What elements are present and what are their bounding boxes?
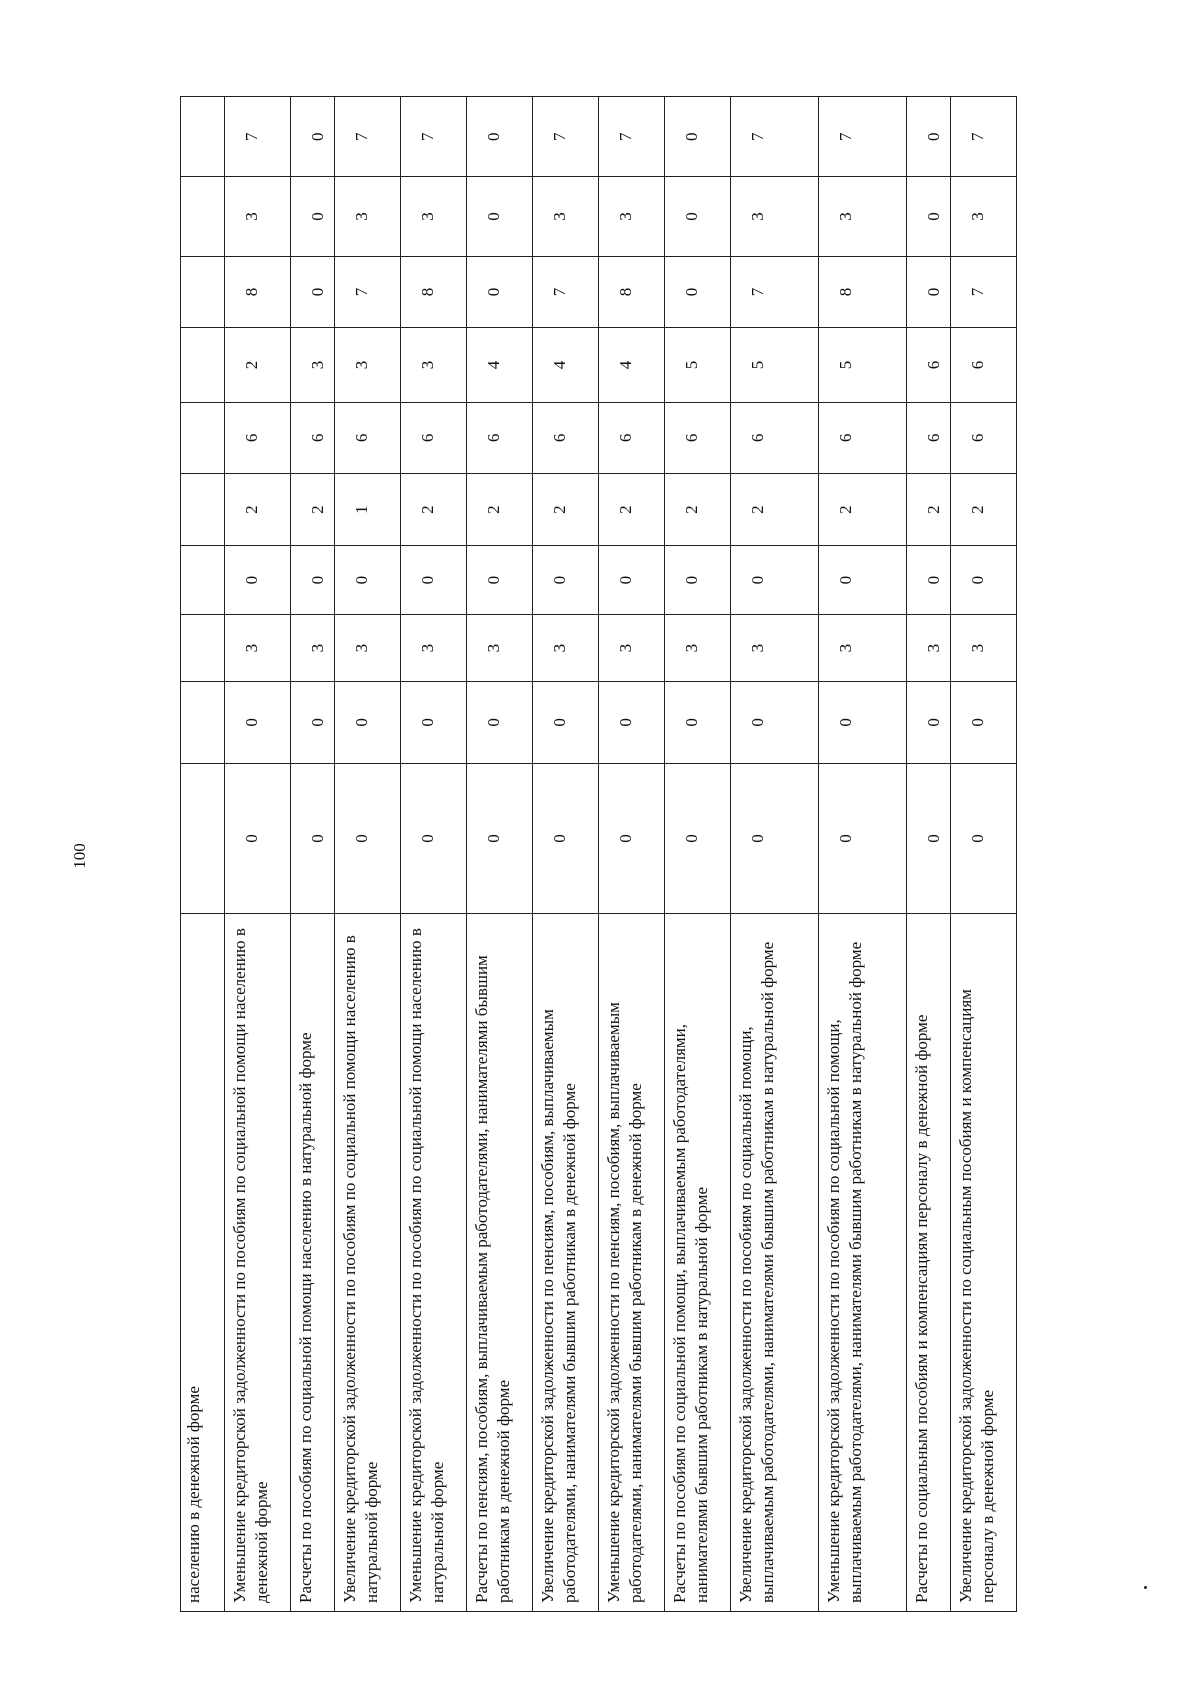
code-digit-cell: 0 xyxy=(533,682,599,764)
code-digit-cell: 0 xyxy=(291,97,335,177)
code-digit-cell: 8 xyxy=(225,256,291,328)
code-digit-cell: 2 xyxy=(401,474,467,546)
code-digit-cell: 0 xyxy=(731,545,819,614)
code-digit-cell: 2 xyxy=(467,474,533,546)
code-digit-cell: 0 xyxy=(907,177,951,256)
code-digit-cell: 0 xyxy=(599,763,665,914)
code-digit-cell: 0 xyxy=(225,545,291,614)
code-digit-cell: 0 xyxy=(401,545,467,614)
code-digit-cell xyxy=(181,474,225,546)
code-digit-cell: 0 xyxy=(951,545,1017,614)
code-digit-cell: 3 xyxy=(225,177,291,256)
code-digit-cell: 3 xyxy=(291,615,335,682)
code-digit-cell: 3 xyxy=(401,615,467,682)
code-digit-cell: 0 xyxy=(401,763,467,914)
row-label: Расчеты по пособиям по социальной помощи населению в натуральной форме xyxy=(291,914,335,1612)
code-digit-cell: 0 xyxy=(335,682,401,764)
row-label: Уменьшение кредиторской задолженности по пособиям по социальной помощи, выплачиваемым работодателями, нанимателями бывшим работникам в натуральной форме xyxy=(819,914,907,1612)
code-digit-cell: 6 xyxy=(951,402,1017,474)
code-digit-cell: 0 xyxy=(291,682,335,764)
code-digit-cell xyxy=(181,682,225,764)
code-digit-cell xyxy=(181,402,225,474)
table-row xyxy=(731,97,819,1612)
code-digit-cell: 1 xyxy=(335,474,401,546)
table-row xyxy=(335,97,401,1612)
code-digit-cell: 7 xyxy=(533,97,599,177)
code-digit-cell: 6 xyxy=(907,402,951,474)
code-digit-cell: 3 xyxy=(401,328,467,402)
code-digit-cell: 0 xyxy=(819,763,907,914)
code-digit-cell: 0 xyxy=(291,177,335,256)
code-digit-cell: 0 xyxy=(665,177,731,256)
code-digit-cell: 0 xyxy=(665,763,731,914)
code-digit-cell: 7 xyxy=(335,97,401,177)
code-digit-cell: 6 xyxy=(665,402,731,474)
code-digit-cell: 3 xyxy=(951,615,1017,682)
row-label: Увеличение кредиторской задолженности по социальным пособиям и компенсациям персоналу в денежной форме xyxy=(951,914,1017,1612)
code-digit-cell: 4 xyxy=(599,328,665,402)
code-digit-cell: 3 xyxy=(819,615,907,682)
table-row xyxy=(819,97,907,1612)
code-digit-cell: 6 xyxy=(907,328,951,402)
code-digit-cell: 8 xyxy=(819,256,907,328)
code-digit-cell: 7 xyxy=(731,97,819,177)
code-digit-cell: 2 xyxy=(533,474,599,546)
code-digit-cell: 0 xyxy=(907,97,951,177)
row-label: Расчеты по пособиям по социальной помощи, выплачиваемым работодателями, нанимателями бывшим работникам в натуральной форме xyxy=(665,914,731,1612)
code-digit-cell: 0 xyxy=(225,682,291,764)
code-digit-cell: 3 xyxy=(665,615,731,682)
code-digit-cell: 3 xyxy=(819,177,907,256)
code-digit-cell: 3 xyxy=(951,177,1017,256)
code-digit-cell: 0 xyxy=(467,763,533,914)
code-digit-cell: 0 xyxy=(665,97,731,177)
code-digit-cell: 2 xyxy=(225,328,291,402)
code-digit-cell: 0 xyxy=(731,682,819,764)
row-label: Расчеты по пенсиям, пособиям, выплачиваемым работодателями, нанимателями бывшим работникам в денежной форме xyxy=(467,914,533,1612)
code-digit-cell: 3 xyxy=(599,615,665,682)
code-digit-cell: 7 xyxy=(819,97,907,177)
code-digit-cell: 0 xyxy=(819,682,907,764)
table-row xyxy=(599,97,665,1612)
code-digit-cell: 3 xyxy=(401,177,467,256)
code-digit-cell: 0 xyxy=(467,682,533,764)
accounts-table xyxy=(180,96,1017,1612)
table-row xyxy=(467,97,533,1612)
code-digit-cell: 6 xyxy=(335,402,401,474)
code-digit-cell: 0 xyxy=(731,763,819,914)
code-digit-cell: 6 xyxy=(533,402,599,474)
code-digit-cell: 3 xyxy=(225,615,291,682)
code-digit-cell: 3 xyxy=(533,177,599,256)
code-digit-cell: 7 xyxy=(951,256,1017,328)
code-digit-cell: 0 xyxy=(907,545,951,614)
code-digit-cell: 0 xyxy=(665,682,731,764)
code-digit-cell: 2 xyxy=(291,474,335,546)
code-digit-cell: 0 xyxy=(907,256,951,328)
code-digit-cell: 6 xyxy=(291,402,335,474)
code-digit-cell: 7 xyxy=(401,97,467,177)
row-label: Уменьшение кредиторской задолженности по пенсиям, пособиям, выплачиваемым работодателями, нанимателями бывшим работникам в денежной форме xyxy=(599,914,665,1612)
code-digit-cell: 3 xyxy=(335,615,401,682)
code-digit-cell: 0 xyxy=(467,177,533,256)
code-digit-cell: 0 xyxy=(907,682,951,764)
code-digit-cell: 2 xyxy=(599,474,665,546)
code-digit-cell: 0 xyxy=(665,545,731,614)
code-digit-cell: 7 xyxy=(599,97,665,177)
row-label: Уменьшение кредиторской задолженности по пособиям по социальной помощи населению в денежной форме xyxy=(225,914,291,1612)
row-label: Расчеты по социальным пособиям и компенсациям персоналу в денежной форме xyxy=(907,914,951,1612)
code-digit-cell: 7 xyxy=(951,97,1017,177)
table-body xyxy=(181,97,1017,1612)
code-digit-cell xyxy=(181,177,225,256)
code-digit-cell xyxy=(181,763,225,914)
table-row xyxy=(665,97,731,1612)
code-digit-cell: 6 xyxy=(819,402,907,474)
row-label: Увеличение кредиторской задолженности по пособиям по социальной помощи населению в натуральной форме xyxy=(335,914,401,1612)
code-digit-cell: 7 xyxy=(335,256,401,328)
table-row xyxy=(951,97,1017,1612)
code-digit-cell: 3 xyxy=(335,328,401,402)
code-digit-cell: 6 xyxy=(467,402,533,474)
code-digit-cell: 0 xyxy=(819,545,907,614)
page-number: 100 xyxy=(70,843,89,869)
code-digit-cell: 0 xyxy=(225,763,291,914)
table-row xyxy=(225,97,291,1612)
code-digit-cell: 0 xyxy=(533,763,599,914)
code-digit-cell: 3 xyxy=(467,615,533,682)
code-digit-cell: 3 xyxy=(599,177,665,256)
code-digit-cell: 0 xyxy=(291,763,335,914)
code-digit-cell: 0 xyxy=(907,763,951,914)
code-digit-cell: 3 xyxy=(335,177,401,256)
rotated-table-container xyxy=(180,96,1100,1612)
code-digit-cell: 3 xyxy=(533,615,599,682)
code-digit-cell: 2 xyxy=(907,474,951,546)
scan-dot xyxy=(1144,1586,1147,1589)
row-label: населению в денежной форме xyxy=(181,914,225,1612)
code-digit-cell: 0 xyxy=(467,256,533,328)
code-digit-cell: 6 xyxy=(951,328,1017,402)
code-digit-cell: 7 xyxy=(533,256,599,328)
table-row xyxy=(181,97,225,1612)
code-digit-cell: 3 xyxy=(731,177,819,256)
code-digit-cell: 8 xyxy=(401,256,467,328)
code-digit-cell: 0 xyxy=(467,545,533,614)
code-digit-cell: 2 xyxy=(665,474,731,546)
code-digit-cell: 8 xyxy=(599,256,665,328)
code-digit-cell: 0 xyxy=(291,545,335,614)
code-digit-cell: 6 xyxy=(731,402,819,474)
code-digit-cell xyxy=(181,97,225,177)
code-digit-cell: 0 xyxy=(599,545,665,614)
code-digit-cell xyxy=(181,545,225,614)
code-digit-cell: 7 xyxy=(731,256,819,328)
code-digit-cell: 7 xyxy=(225,97,291,177)
code-digit-cell: 0 xyxy=(665,256,731,328)
code-digit-cell: 5 xyxy=(731,328,819,402)
code-digit-cell: 3 xyxy=(291,328,335,402)
row-label: Увеличение кредиторской задолженности по пенсиям, пособиям, выплачиваемым работодателями, нанимателями бывшим работникам в денежной форме xyxy=(533,914,599,1612)
code-digit-cell: 2 xyxy=(951,474,1017,546)
code-digit-cell: 6 xyxy=(225,402,291,474)
code-digit-cell: 0 xyxy=(335,763,401,914)
code-digit-cell: 0 xyxy=(533,545,599,614)
code-digit-cell: 0 xyxy=(335,545,401,614)
code-digit-cell: 3 xyxy=(731,615,819,682)
code-digit-cell: 4 xyxy=(467,328,533,402)
table-row xyxy=(291,97,335,1612)
code-digit-cell: 2 xyxy=(731,474,819,546)
table-row xyxy=(907,97,951,1612)
code-digit-cell: 0 xyxy=(467,97,533,177)
code-digit-cell: 2 xyxy=(819,474,907,546)
code-digit-cell: 6 xyxy=(599,402,665,474)
code-digit-cell: 4 xyxy=(533,328,599,402)
code-digit-cell: 3 xyxy=(907,615,951,682)
table-row xyxy=(401,97,467,1612)
row-label: Уменьшение кредиторской задолженности по пособиям по социальной помощи населению в натуральной форме xyxy=(401,914,467,1612)
code-digit-cell: 5 xyxy=(665,328,731,402)
row-label: Увеличение кредиторской задолженности по пособиям по социальной помощи, выплачиваемым работодателями, нанимателями бывшим работникам в натуральной форме xyxy=(731,914,819,1612)
table-row xyxy=(533,97,599,1612)
code-digit-cell: 0 xyxy=(951,763,1017,914)
code-digit-cell: 6 xyxy=(401,402,467,474)
code-digit-cell: 0 xyxy=(291,256,335,328)
code-digit-cell: 2 xyxy=(225,474,291,546)
code-digit-cell: 0 xyxy=(951,682,1017,764)
code-digit-cell: 5 xyxy=(819,328,907,402)
code-digit-cell xyxy=(181,328,225,402)
code-digit-cell: 0 xyxy=(401,682,467,764)
code-digit-cell xyxy=(181,615,225,682)
code-digit-cell xyxy=(181,256,225,328)
code-digit-cell: 0 xyxy=(599,682,665,764)
